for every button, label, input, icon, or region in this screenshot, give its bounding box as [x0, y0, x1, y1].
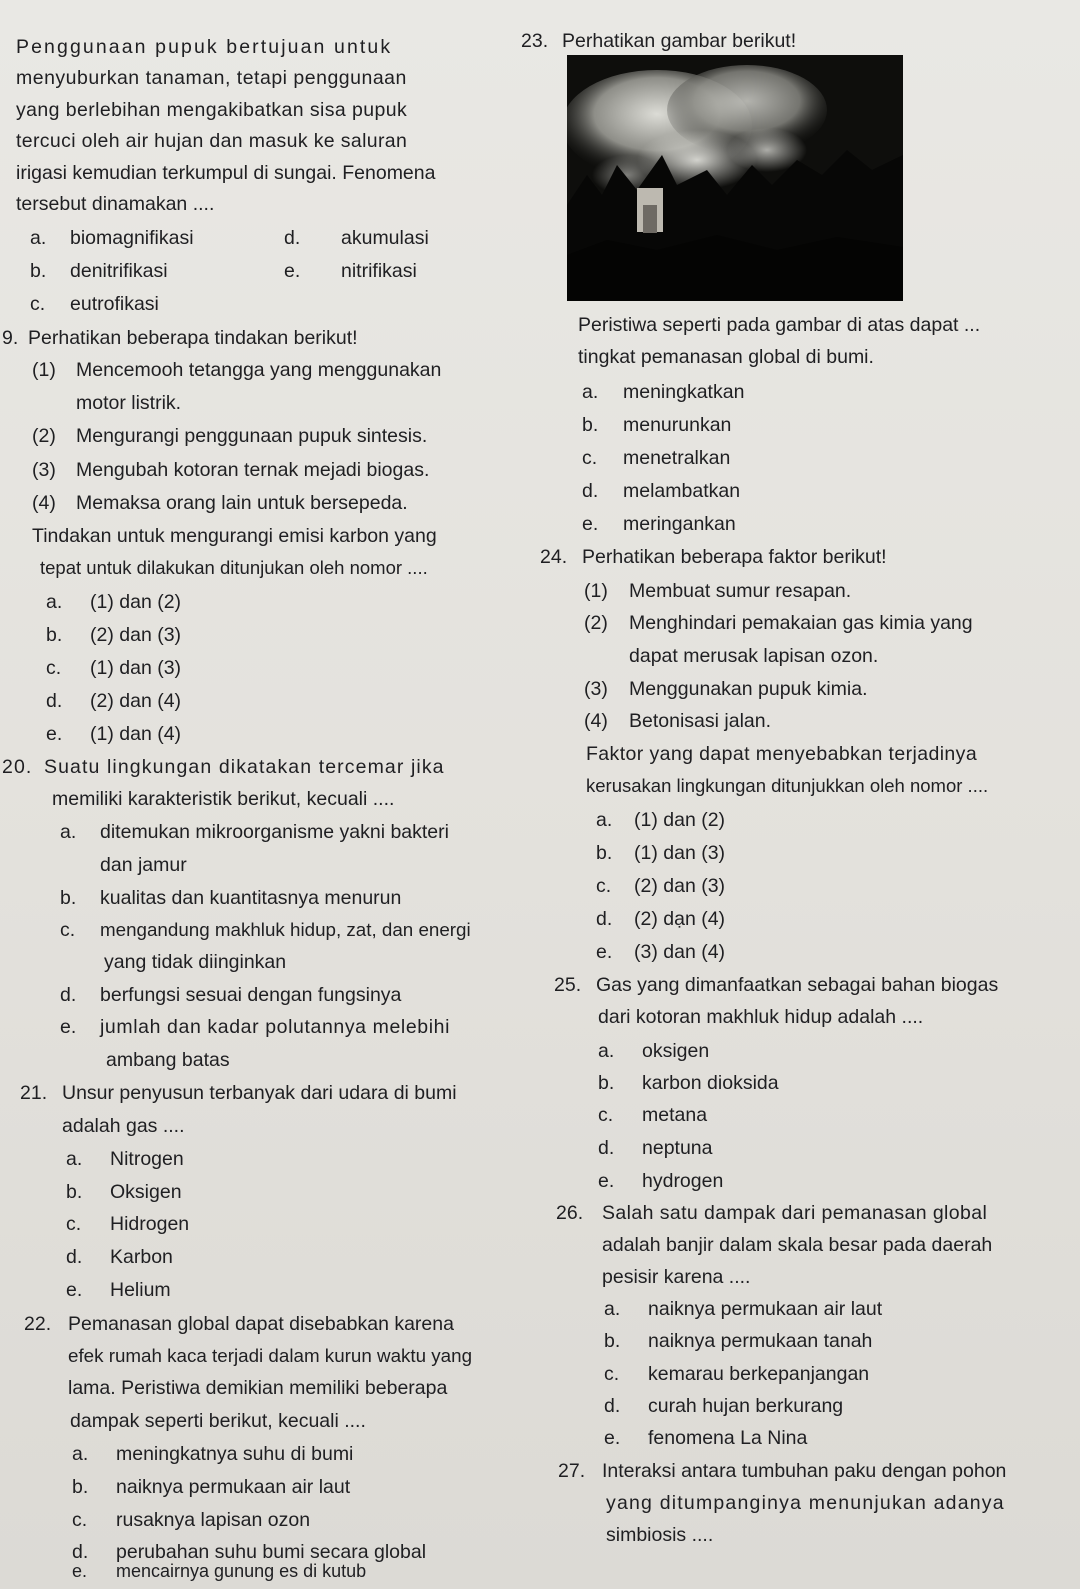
q19-opt-e-letter: e. — [46, 723, 63, 745]
q25-stem-line-1: Gas yang dimanfaatkan sebagai bahan biogas — [596, 974, 999, 996]
q23-opt-c-letter: c. — [582, 447, 598, 469]
q20-opt-b-letter: b. — [60, 887, 77, 909]
q20-opt-e-letter: e. — [60, 1016, 77, 1038]
q20-opt-c-letter: c. — [60, 919, 76, 941]
q22-stem-line-1: Pemanasan global dapat disebabkan karena — [68, 1313, 454, 1335]
q19-item-3: Mengubah kotoran ternak mejadi biogas. — [76, 459, 430, 481]
q22-opt-c-letter: c. — [72, 1509, 88, 1531]
q-intro-line-5: irigasi kemudian terkumpul di sungai. Fenomena — [16, 162, 436, 184]
q19-item-4-num: (4) — [32, 492, 56, 514]
q21-opt-b-letter: b. — [66, 1181, 83, 1203]
q25-opt-a-letter: a. — [598, 1040, 615, 1062]
q-intro-line-6: tersebut dinamakan .... — [16, 193, 215, 215]
forest-fire-photo — [567, 55, 903, 301]
q21-opt-a: Nitrogen — [110, 1148, 184, 1170]
q24-item-3: Menggunakan pupuk kimia. — [629, 678, 868, 700]
q19-opt-c: (1) dan (3) — [90, 657, 182, 679]
q26-opt-e-letter: e. — [604, 1427, 621, 1449]
q23-opt-a: meningkatkan — [623, 381, 745, 403]
q27-stem-line-2: yang ditumpanginya menunjukan adanya — [606, 1492, 1005, 1514]
q25-opt-b-letter: b. — [598, 1072, 615, 1094]
q21-stem-line-1: Unsur penyusun terbanyak dari udara di bumi — [62, 1082, 457, 1104]
q-intro-opt-c: eutrofikasi — [70, 293, 159, 315]
q19-ask-line-1: Tindakan untuk mengurangi emisi karbon yang — [32, 525, 437, 547]
q26-stem-line-1: Salah satu dampak dari pemanasan global — [602, 1202, 988, 1224]
q24-opt-e: (3) dan (4) — [634, 941, 726, 963]
q24-opt-c: (2) dan (3) — [634, 875, 726, 897]
q-intro-opt-d: akumulasi — [341, 227, 429, 249]
q20-opt-e-line-2: ambang batas — [106, 1049, 230, 1071]
q19-opt-d: (2) dan (4) — [90, 690, 182, 712]
q21-opt-c-letter: c. — [66, 1213, 82, 1235]
q-intro-line-2: menyuburkan tanaman, tetapi penggunaan — [16, 67, 407, 89]
q21-opt-c: Hidrogen — [110, 1213, 190, 1235]
q23-opt-a-letter: a. — [582, 381, 599, 403]
q23-stem: Perhatikan gambar berikut! — [562, 30, 797, 52]
q26-stem-line-3: pesisir karena .... — [602, 1266, 751, 1288]
q-intro-opt-a: biomagnifikasi — [70, 227, 194, 249]
q20-opt-d-letter: d. — [60, 984, 77, 1006]
q-intro-opt-e: nitrifikasi — [341, 260, 417, 282]
q22-opt-b-letter: b. — [72, 1476, 89, 1498]
q21-opt-e-letter: e. — [66, 1279, 83, 1301]
q27-stem-line-1: Interaksi antara tumbuhan paku dengan pohon — [602, 1460, 1007, 1482]
q21-opt-d-letter: d. — [66, 1246, 83, 1268]
q20-opt-a-line-1: ditemukan mikroorganisme yakni bakteri — [100, 821, 449, 843]
q19-opt-a: (1) dan (2) — [90, 591, 182, 613]
q23-opt-e-letter: e. — [582, 513, 599, 535]
q26-number: 26. — [556, 1202, 584, 1224]
q23-opt-e: meringankan — [623, 513, 736, 535]
q22-opt-e-letter: e. — [72, 1561, 88, 1581]
q27-number: 27. — [558, 1460, 586, 1482]
q24-item-2-line-2: dapat merusak lapisan ozon. — [629, 645, 879, 667]
q20-opt-d: berfungsi sesuai dengan fungsinya — [100, 984, 402, 1006]
q24-opt-d-letter: d. — [596, 908, 613, 930]
q21-opt-b: Oksigen — [110, 1181, 182, 1203]
q25-opt-d: neptuna — [642, 1137, 713, 1159]
q20-opt-c-line-2: yang tidak diinginkan — [104, 951, 287, 973]
q22-number: 22. — [24, 1313, 52, 1335]
q19-item-1-line-1: Mencemooh tetangga yang menggunakan — [76, 359, 442, 381]
q20-opt-b: kualitas dan kuantitasnya menurun — [100, 887, 402, 909]
q25-stem-line-2: dari kotoran makhluk hidup adalah .... — [598, 1006, 924, 1028]
q24-item-1-num: (1) — [584, 580, 608, 602]
q23-number: 23. — [521, 30, 549, 52]
q26-opt-b: naiknya permukaan tanah — [648, 1330, 873, 1352]
q-intro-line-1: Penggunaan pupuk bertujuan untuk — [16, 36, 393, 58]
q25-opt-c-letter: c. — [598, 1104, 614, 1126]
q19-item-4: Memaksa orang lain untuk bersepeda. — [76, 492, 408, 514]
q23-opt-b-letter: b. — [582, 414, 599, 436]
q24-item-3-num: (3) — [584, 678, 608, 700]
q20-opt-a-letter: a. — [60, 821, 77, 843]
q22-opt-a-letter: a. — [72, 1443, 89, 1465]
q21-number: 21. — [20, 1082, 48, 1104]
q-intro-line-4: tercuci oleh air hujan dan masuk ke saluran — [16, 130, 408, 152]
q19-item-1-line-2: motor listrik. — [76, 392, 182, 414]
q24-opt-b-letter: b. — [596, 842, 613, 864]
q21-stem-line-2: adalah gas .... — [62, 1115, 185, 1137]
q22-opt-c: rusaknya lapisan ozon — [116, 1509, 311, 1531]
q19-opt-b: (2) dan (3) — [90, 624, 182, 646]
q19-opt-d-letter: d. — [46, 690, 63, 712]
q25-opt-a: oksigen — [642, 1040, 710, 1062]
q19-item-2: Mengurangi penggunaan pupuk sintesis. — [76, 425, 428, 447]
q20-stem-line-1: Suatu lingkungan dikatakan tercemar jika — [44, 756, 445, 778]
q24-item-4-num: (4) — [584, 710, 608, 732]
q19-opt-c-letter: c. — [46, 657, 62, 679]
q22-stem-line-2: efek rumah kaca terjadi dalam kurun waktu yang — [68, 1345, 473, 1366]
q21-opt-d: Karbon — [110, 1246, 173, 1268]
q22-stem-line-3: lama. Peristiwa demikian memiliki beberapa — [68, 1377, 448, 1399]
q22-opt-e: mencairnya gunung es di kutub — [116, 1561, 367, 1581]
q-intro-opt-b-letter: b. — [30, 260, 47, 282]
q20-opt-e-line-1: jumlah dan kadar polutannya melebihi — [100, 1016, 451, 1038]
q23-opt-b: menurunkan — [623, 414, 732, 436]
q19-opt-e: (1) dan (4) — [90, 723, 182, 745]
q23-ask-line-2: tingkat pemanasan global di bumi. — [578, 346, 874, 368]
q19-item-2-num: (2) — [32, 425, 56, 447]
q21-opt-e: Helium — [110, 1279, 171, 1301]
q-intro-line-3: yang berlebihan mengakibatkan sisa pupuk — [16, 99, 408, 121]
q19-item-1-num: (1) — [32, 359, 56, 381]
q-intro-opt-c-letter: c. — [30, 293, 46, 315]
q19-number: 9. — [2, 327, 19, 349]
q22-opt-d-letter: d. — [72, 1541, 89, 1563]
q24-opt-a-letter: a. — [596, 809, 613, 831]
q24-ask-line-2: kerusakan lingkungan ditunjukkan oleh nomor .... — [586, 775, 989, 796]
q24-opt-c-letter: c. — [596, 875, 612, 897]
q24-opt-b: (1) dan (3) — [634, 842, 726, 864]
q25-opt-e-letter: e. — [598, 1170, 615, 1192]
q-intro-opt-a-letter: a. — [30, 227, 47, 249]
q-intro-opt-b: denitrifikasi — [70, 260, 168, 282]
q26-opt-d: curah hujan berkurang — [648, 1395, 844, 1417]
q26-opt-e: fenomena La Nina — [648, 1427, 808, 1449]
q26-opt-b-letter: b. — [604, 1330, 621, 1352]
q23-ask-line-1: Peristiwa seperti pada gambar di atas dapat ... — [578, 314, 981, 336]
q20-number: 20. — [2, 756, 33, 778]
q20-stem-line-2: memiliki karakteristik berikut, kecuali .... — [52, 788, 395, 810]
forest-fire-illustration — [567, 55, 903, 301]
q26-opt-c-letter: c. — [604, 1363, 620, 1385]
q-intro-opt-d-letter: d. — [284, 227, 301, 249]
q24-opt-a: (1) dan (2) — [634, 809, 726, 831]
q20-opt-a-line-2: dan jamur — [100, 854, 187, 876]
q24-opt-d: (2) dạn (4) — [634, 908, 726, 930]
q24-item-2-num: (2) — [584, 612, 608, 634]
q26-opt-a-letter: a. — [604, 1298, 621, 1320]
q24-item-1: Membuat sumur resapan. — [629, 580, 852, 602]
q25-number: 25. — [554, 974, 582, 996]
q27-stem-line-3: simbiosis .... — [606, 1524, 714, 1546]
q25-opt-c: metana — [642, 1104, 708, 1126]
q22-opt-a: meningkatnya suhu di bumi — [116, 1443, 354, 1465]
q-intro-opt-e-letter: e. — [284, 260, 301, 282]
q24-item-4: Betonisasi jalan. — [629, 710, 772, 732]
q26-opt-a: naiknya permukaan air laut — [648, 1298, 883, 1320]
q24-opt-e-letter: e. — [596, 941, 613, 963]
q19-opt-b-letter: b. — [46, 624, 63, 646]
q19-ask-line-2: tepat untuk dilakukan ditunjukan oleh nomor .... — [40, 557, 428, 578]
q24-stem: Perhatikan beberapa faktor berikut! — [582, 546, 887, 568]
q25-opt-b: karbon dioksida — [642, 1072, 779, 1094]
q22-stem-line-4: dampak seperti berikut, kecuali .... — [70, 1410, 366, 1432]
q26-stem-line-2: adalah banjir dalam skala besar pada daerah — [602, 1234, 993, 1256]
q24-number: 24. — [540, 546, 568, 568]
q25-opt-d-letter: d. — [598, 1137, 615, 1159]
q23-opt-d: melambatkan — [623, 480, 741, 502]
q22-opt-b: naiknya permukaan air laut — [116, 1476, 351, 1498]
q19-stem: Perhatikan beberapa tindakan berikut! — [28, 327, 358, 349]
q19-item-3-num: (3) — [32, 459, 56, 481]
q22-opt-d: perubahan suhu bumi secara global — [116, 1541, 427, 1563]
q19-opt-a-letter: a. — [46, 591, 63, 613]
q21-opt-a-letter: a. — [66, 1148, 83, 1170]
q23-opt-d-letter: d. — [582, 480, 599, 502]
q23-opt-c: menetralkan — [623, 447, 731, 469]
q24-ask-line-1: Faktor yang dapat menyebabkan terjadinya — [586, 743, 978, 765]
q26-opt-c: kemarau berkepanjangan — [648, 1363, 870, 1385]
q24-item-2-line-1: Menghindari pemakaian gas kimia yang — [629, 612, 973, 634]
q20-opt-c-line-1: mengandung makhluk hidup, zat, dan energi — [100, 919, 471, 940]
q26-opt-d-letter: d. — [604, 1395, 621, 1417]
q25-opt-e: hydrogen — [642, 1170, 724, 1192]
